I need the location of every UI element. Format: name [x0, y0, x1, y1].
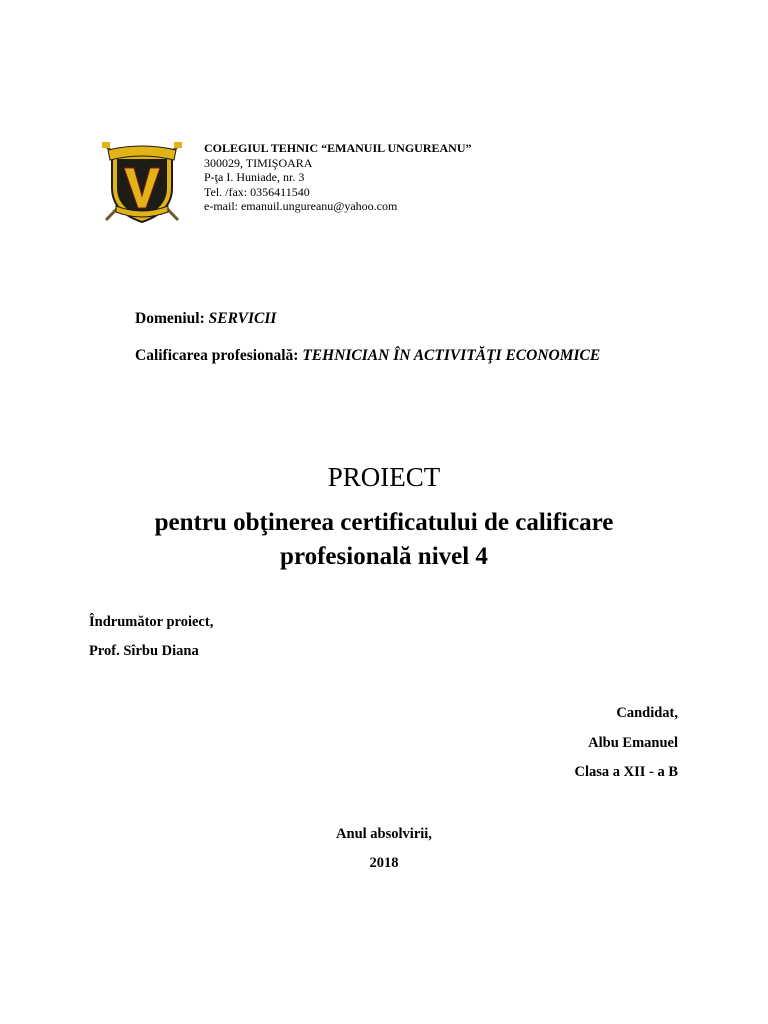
school-logo — [98, 136, 186, 224]
domain-value: SERVICII — [208, 310, 277, 327]
school-street: P-ţa I. Huniade, nr. 3 — [204, 170, 305, 184]
qualification-line — [135, 347, 600, 365]
school-phone: Tel. /fax: 0356411540 — [204, 184, 310, 199]
document-title: PROIECT — [327, 462, 441, 492]
coordinator-label: Îndrumător proiect, — [89, 614, 214, 630]
candidate-label: Candidat, — [616, 705, 678, 721]
school-name: COLEGIUL TEHNIC “EMANUIL UNGUREANU” — [204, 141, 472, 155]
subtitle-line-2: profesională nivel 4 — [280, 543, 488, 570]
school-header — [204, 141, 472, 214]
qualification-label: Calificarea profesională: — [135, 347, 303, 364]
domain-label: Domeniul: — [135, 310, 209, 327]
coordinator-name: Prof. Sîrbu Diana — [89, 643, 199, 659]
school-postal: 300029, TIMIŞOARA — [204, 155, 313, 170]
domain-line — [135, 310, 276, 328]
document-subtitle — [0, 506, 768, 574]
graduation-year: 2018 — [369, 855, 399, 871]
school-email: e-mail: emanuil.ungureanu@yahoo.com — [204, 199, 398, 213]
candidate-name: Albu Emanuel — [588, 735, 678, 751]
graduation-label: Anul absolvirii, — [336, 826, 432, 842]
candidate-class: Clasa a XII - a B — [574, 764, 678, 780]
qualification-value: TEHNICIAN ÎN ACTIVITĂŢI ECONOMICE — [302, 347, 601, 364]
subtitle-line-1: pentru obţinerea certificatului de calificare — [154, 509, 614, 536]
